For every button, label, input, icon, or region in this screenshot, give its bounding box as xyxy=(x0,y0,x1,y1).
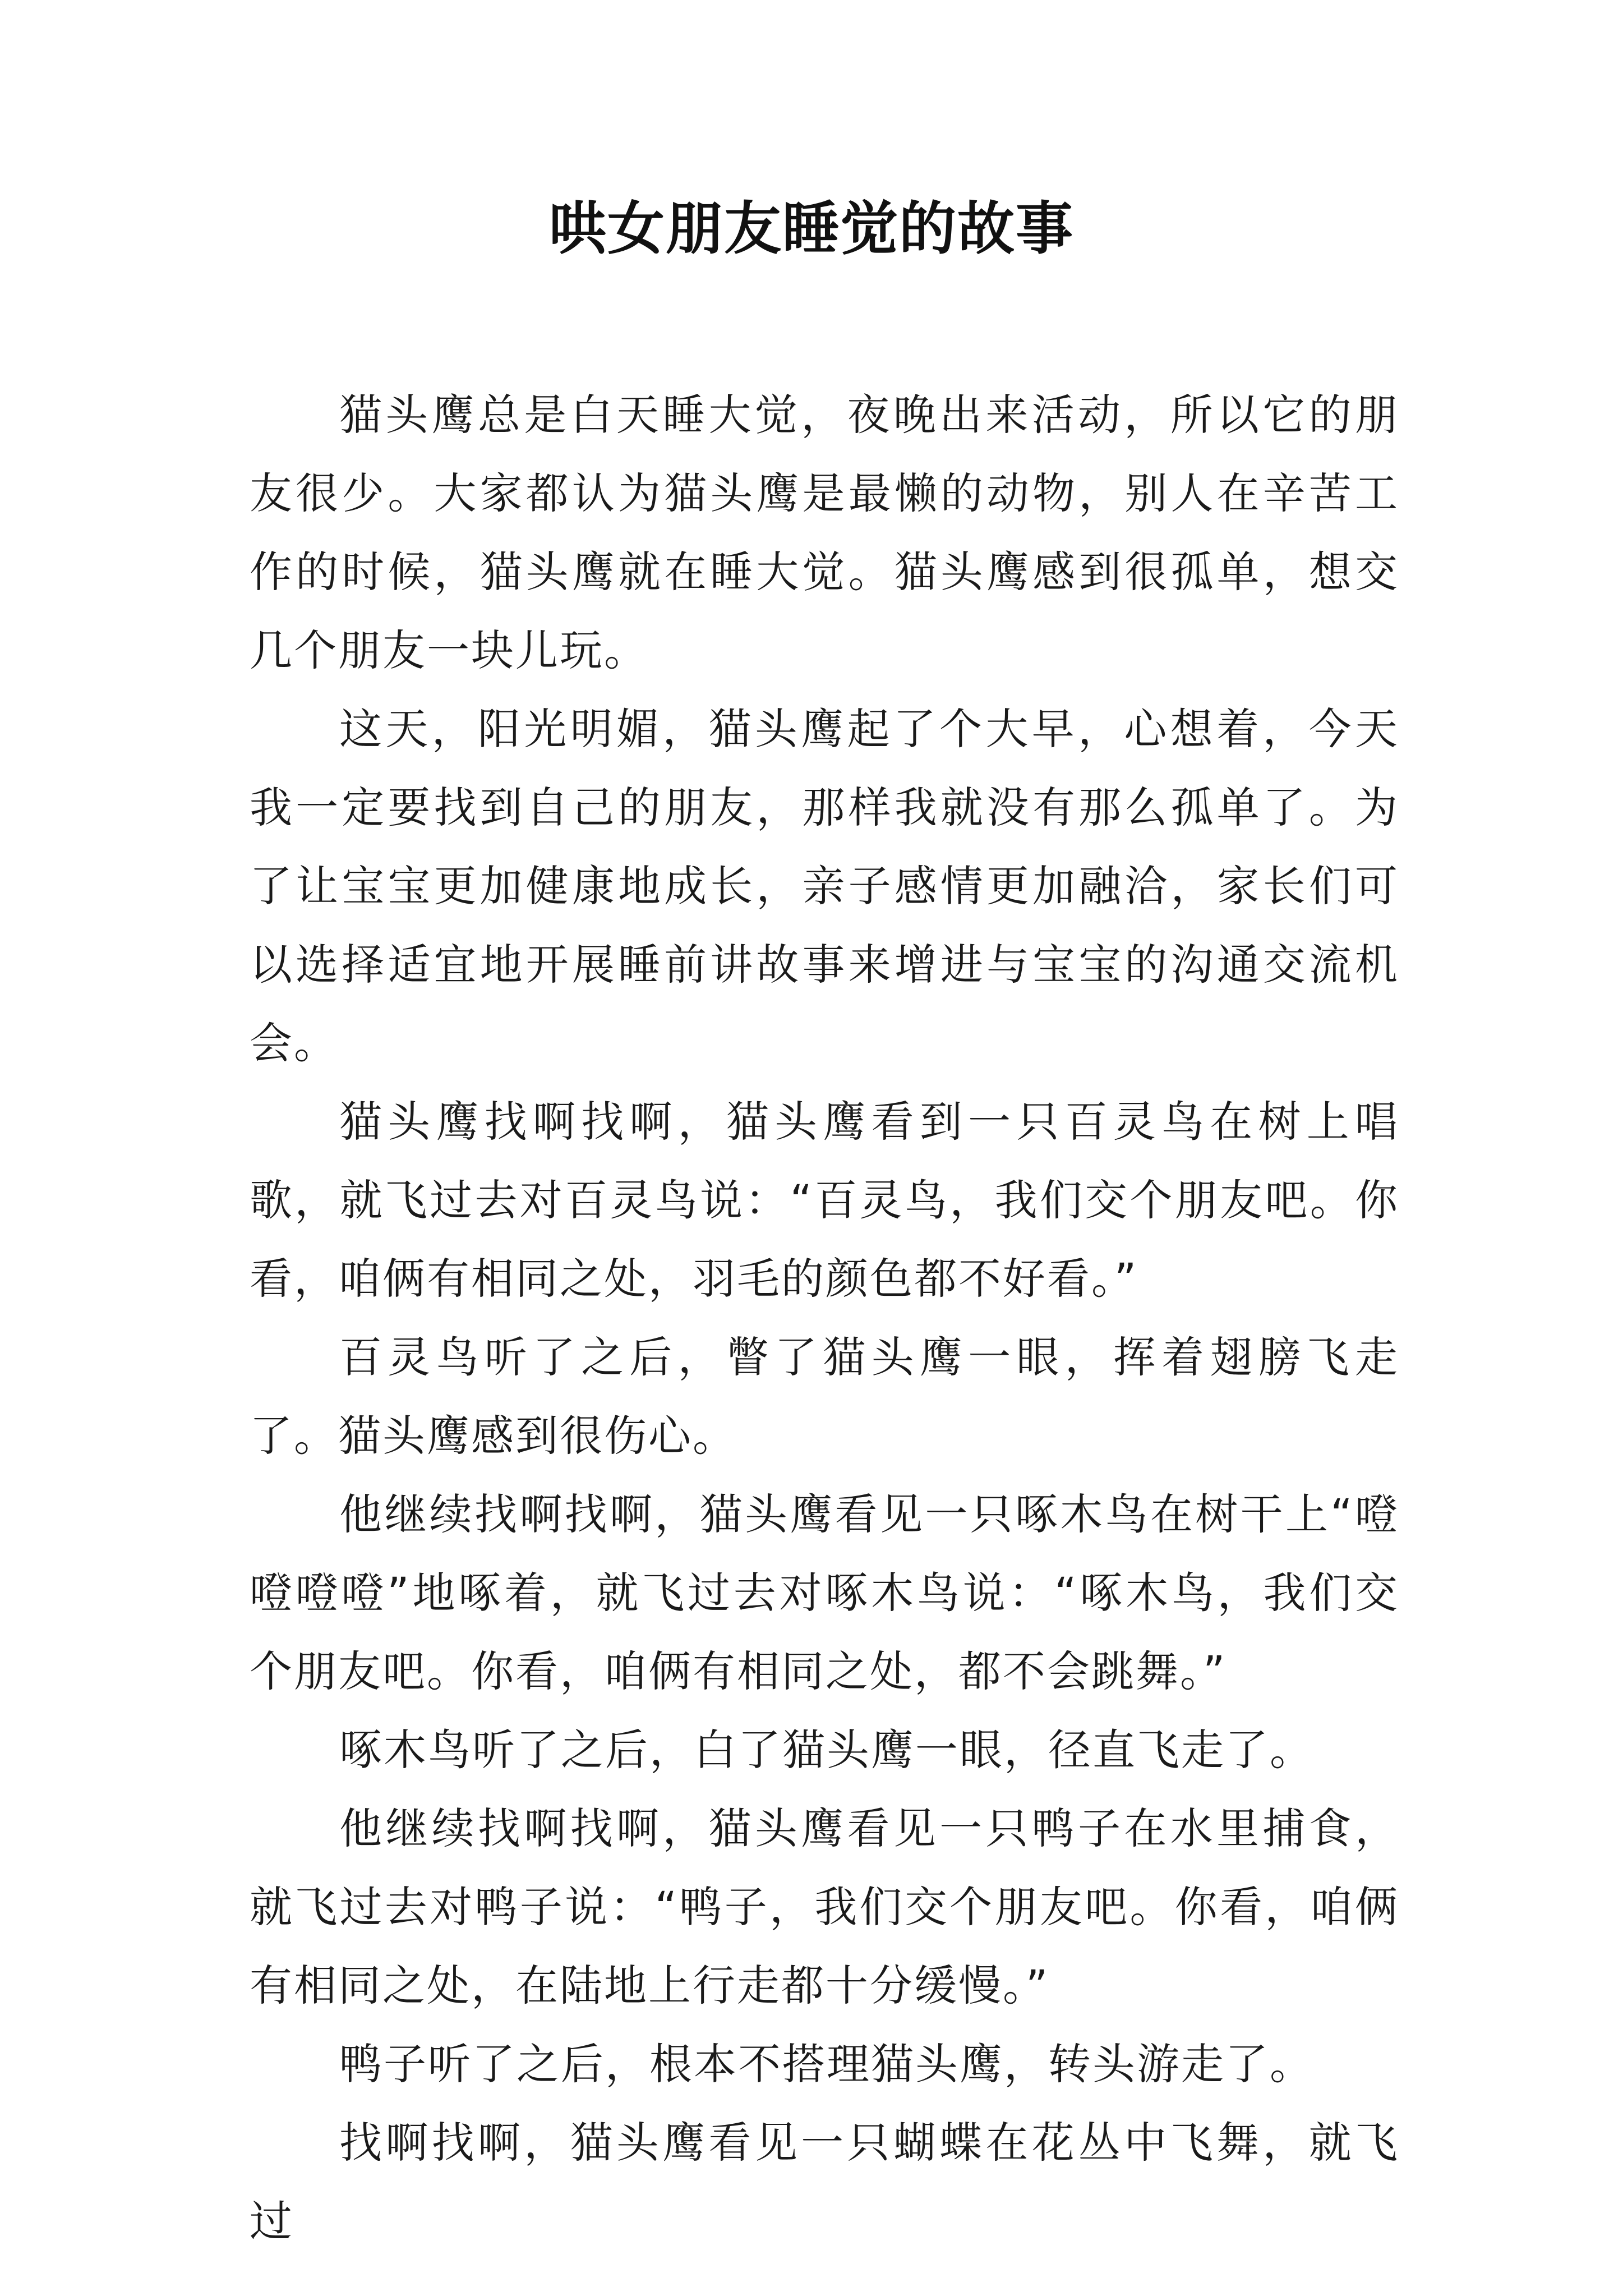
story-body xyxy=(250,376,1399,2261)
paragraph-4: 百灵鸟听了之后，瞥了猫头鹰一眼，挥着翅膀飞走了。猫头鹰感到很伤心。 xyxy=(250,1332,1399,1461)
paragraph-5: 他继续找啊找啊，猫头鹰看见一只啄木鸟在树干上“噔噔噔噔”地啄着，就飞过去对啄木鸟说：“啄木鸟，我们交个朋友吧。你看，咱俩有相同之处，都不会跳舞。” xyxy=(250,1489,1399,1696)
paragraph-1: 猫头鹰总是白天睡大觉，夜晚出来活动，所以它的朋友很少。大家都认为猫头鹰是最懒的动物，别人在辛苦工作的时候，猫头鹰就在睡大觉。猫头鹰感到很孤单，想交几个朋友一块儿玩。 xyxy=(250,390,1399,675)
paragraph-8: 鸭子听了之后，根本不搭理猫头鹰，转头游走了。 xyxy=(339,2039,1314,2089)
paragraph-6: 啄木鸟听了之后，白了猫头鹰一眼，径直飞走了。 xyxy=(339,1725,1314,1775)
paragraph-7: 他继续找啊找啊，猫头鹰看见一只鸭子在水里捕食，就飞过去对鸭子说：“鸭子，我们交个朋友吧。你看，咱俩有相同之处，在陆地上行走都十分缓慢。” xyxy=(250,1803,1399,2010)
paragraph-2: 这天，阳光明媚，猫头鹰起了个大早，心想着，今天我一定要找到自己的朋友，那样我就没有那么孤单了。为了让宝宝更加健康地成长，亲子感情更加融洽，家长们可以选择适宜地开展睡前讲故事来增进与宝宝的沟通交流机会。 xyxy=(250,704,1399,1068)
paragraph-9: 找啊找啊，猫头鹰看见一只蝴蝶在花丛中飞舞，就飞过 xyxy=(250,2118,1399,2246)
page-title: 哄女朋友睡觉的故事 xyxy=(549,195,1074,263)
paragraph-3: 猫头鹰找啊找啊，猫头鹰看到一只百灵鸟在树上唱歌，就飞过去对百灵鸟说：“百灵鸟，我们交个朋友吧。你看，咱俩有相同之处，羽毛的颜色都不好看。” xyxy=(250,1097,1399,1304)
